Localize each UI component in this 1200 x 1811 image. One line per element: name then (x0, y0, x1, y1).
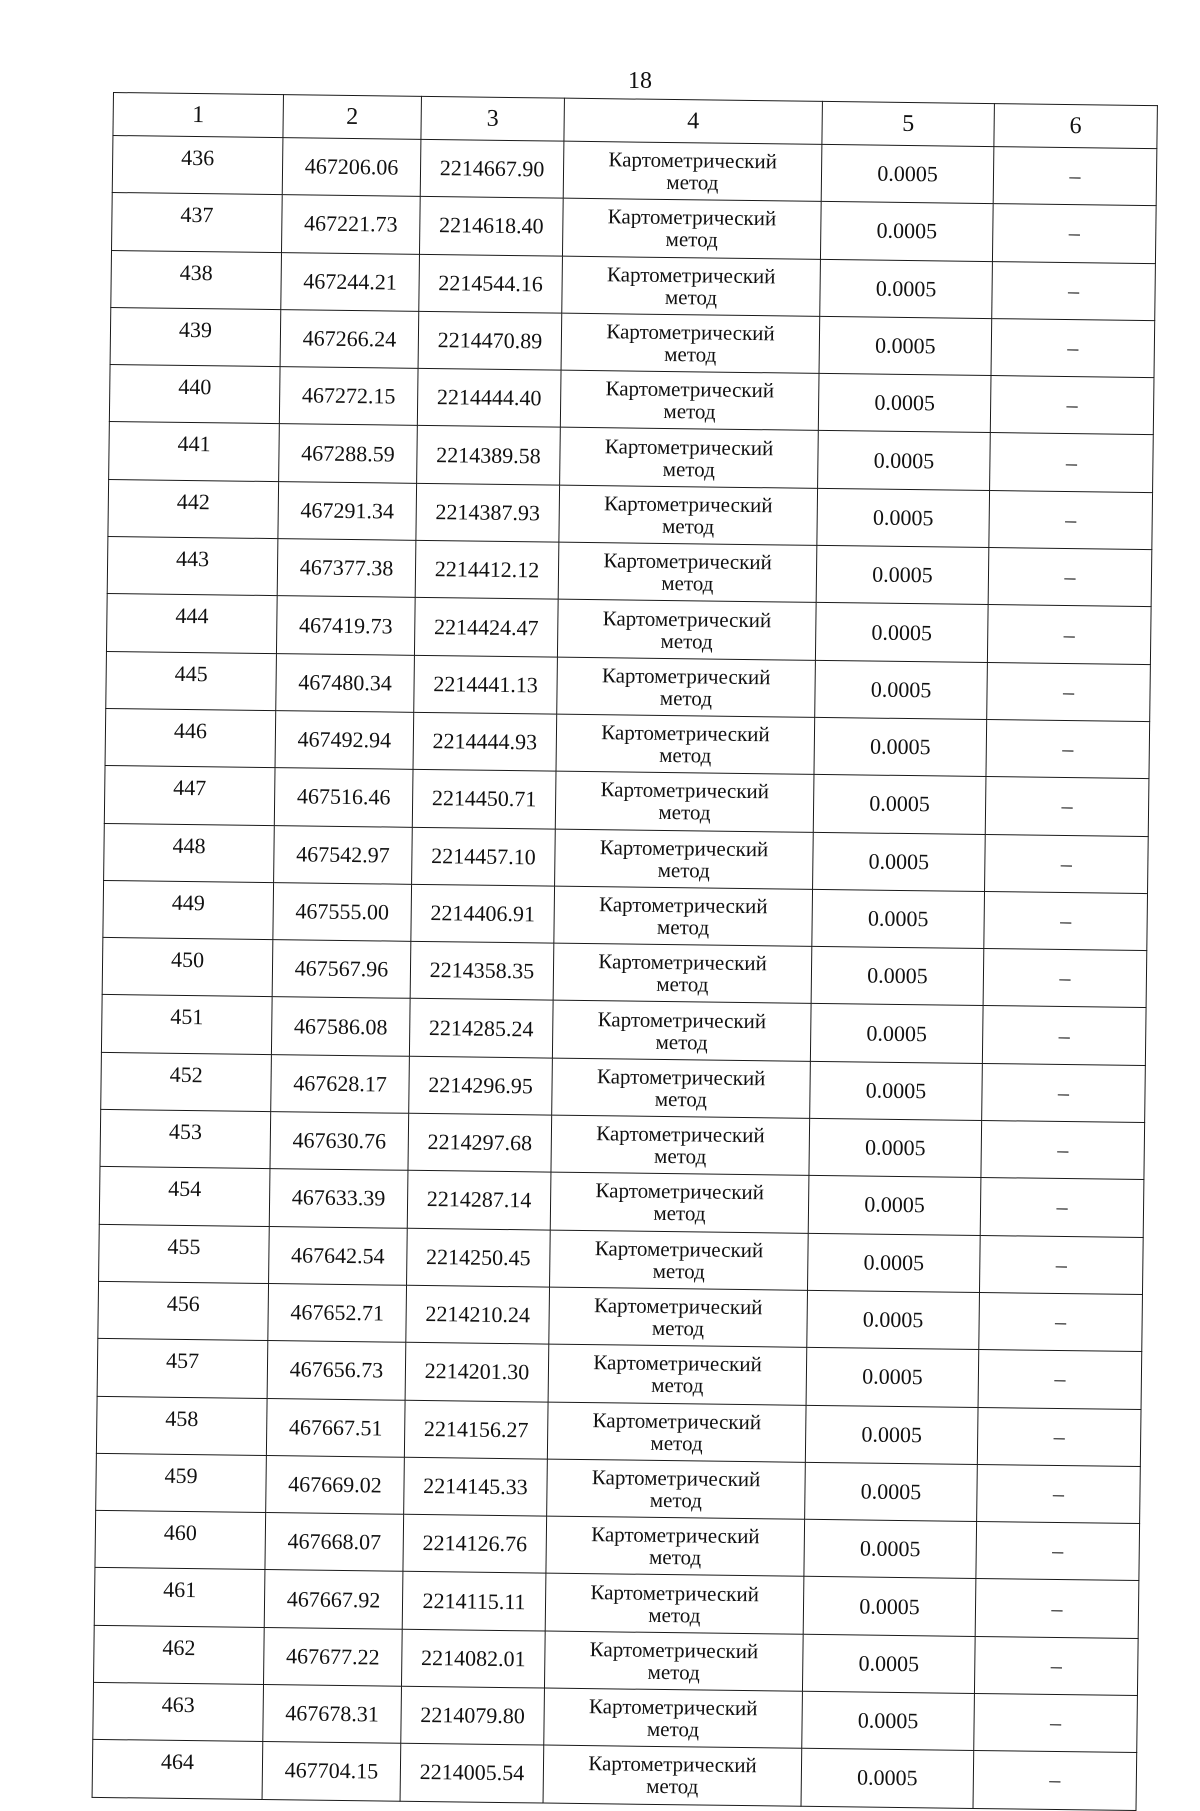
method-cell (544, 1688, 803, 1749)
point-number-cell: 446 (105, 708, 276, 767)
y-coordinate-cell: 2214296.95 (409, 1056, 553, 1115)
y-coordinate-cell: 2214389.58 (417, 426, 561, 485)
accuracy-cell: 0.0005 (820, 259, 993, 318)
note-cell: – (987, 605, 1151, 664)
note-cell: – (990, 376, 1154, 435)
method-line-1: Картометрический (589, 1636, 759, 1664)
point-number-cell: 454 (99, 1167, 270, 1226)
method-line-1: Картометрический (599, 834, 769, 861)
header-col-4: 4 (564, 98, 823, 144)
point-number-cell: 437 (112, 193, 283, 252)
method-line-2: метод (647, 1659, 700, 1685)
x-coordinate-cell: 467628.17 (271, 1054, 410, 1113)
method-cell (557, 600, 816, 661)
method-line-2: метод (655, 1029, 708, 1055)
accuracy-cell: 0.0005 (807, 1290, 980, 1349)
accuracy-cell: 0.0005 (818, 431, 991, 490)
accuracy-cell: 0.0005 (816, 545, 989, 604)
method-line-1: Картометрический (588, 1694, 758, 1721)
note-cell: – (986, 719, 1150, 778)
point-number-cell: 445 (106, 651, 277, 710)
method-line-2: метод (666, 170, 719, 195)
x-coordinate-cell: 467656.73 (267, 1341, 406, 1400)
method-cell (560, 370, 819, 431)
method-cell (549, 1287, 808, 1348)
method-line-2: метод (648, 1602, 701, 1628)
y-coordinate-cell: 2214250.45 (407, 1228, 551, 1287)
method-line-1: Картометрический (607, 204, 777, 231)
x-coordinate-cell: 467221.73 (281, 195, 420, 254)
accuracy-cell: 0.0005 (805, 1462, 978, 1521)
method-cell (547, 1459, 806, 1520)
note-cell: – (974, 1636, 1138, 1695)
accuracy-cell: 0.0005 (815, 660, 988, 719)
accuracy-cell: 0.0005 (809, 1118, 982, 1177)
method-line-2: метод (651, 1373, 704, 1398)
y-coordinate-cell: 2214115.11 (402, 1572, 546, 1631)
method-line-1: Картометрический (596, 1121, 765, 1148)
y-coordinate-cell: 2214297.68 (408, 1113, 552, 1172)
header-col-3: 3 (421, 96, 565, 141)
method-line-2: метод (663, 399, 716, 424)
method-line-1: Картометрический (592, 1407, 762, 1434)
method-cell (553, 943, 812, 1004)
method-line-1: Картометрический (608, 147, 778, 174)
y-coordinate-cell: 2214082.01 (401, 1629, 545, 1688)
point-number-cell: 462 (94, 1625, 265, 1684)
accuracy-cell: 0.0005 (802, 1691, 975, 1750)
method-line-2: метод (657, 857, 710, 883)
note-cell: – (974, 1693, 1138, 1752)
x-coordinate-cell: 467633.39 (269, 1169, 408, 1228)
method-line-1: Картометрический (597, 1006, 767, 1033)
method-line-1: Картометрический (603, 548, 773, 575)
x-coordinate-cell: 467652.71 (268, 1283, 407, 1342)
note-cell: – (990, 433, 1154, 492)
note-cell: – (979, 1292, 1143, 1351)
method-cell (550, 1230, 809, 1291)
method-cell (562, 256, 821, 317)
point-number-cell: 451 (101, 995, 272, 1054)
header-col-5: 5 (822, 101, 995, 146)
x-coordinate-cell: 467669.02 (266, 1455, 405, 1514)
note-cell: – (977, 1464, 1141, 1523)
method-line-1: Картометрический (595, 1178, 765, 1205)
method-line-2: метод (649, 1487, 703, 1513)
method-line-2: метод (665, 227, 718, 253)
y-coordinate-cell: 2214201.30 (405, 1343, 549, 1402)
point-number-cell: 450 (102, 938, 273, 997)
method-cell (547, 1402, 806, 1463)
y-coordinate-cell: 2214457.10 (412, 827, 556, 886)
point-number-cell: 449 (103, 880, 274, 939)
note-cell: – (985, 777, 1149, 836)
method-line-1: Картометрический (605, 376, 775, 403)
accuracy-cell: 0.0005 (818, 374, 991, 433)
y-coordinate-cell: 2214126.76 (403, 1514, 547, 1573)
point-number-cell: 439 (110, 307, 281, 366)
method-line-2: метод (653, 1144, 707, 1169)
point-number-cell: 436 (112, 136, 283, 195)
point-number-cell: 464 (92, 1740, 263, 1799)
method-cell (552, 1058, 811, 1119)
note-cell: – (978, 1350, 1142, 1409)
method-cell (550, 1172, 809, 1233)
accuracy-cell: 0.0005 (810, 1061, 983, 1120)
x-coordinate-cell: 467288.59 (279, 424, 418, 483)
method-line-1: Картометрический (606, 261, 776, 289)
x-coordinate-cell: 467630.76 (270, 1112, 409, 1171)
method-line-1: Картометрический (596, 1064, 766, 1091)
x-coordinate-cell: 467266.24 (280, 310, 419, 369)
method-line-2: метод (648, 1545, 702, 1570)
note-cell: – (976, 1522, 1140, 1581)
method-line-2: метод (658, 800, 711, 825)
table-body (92, 136, 1157, 1811)
x-coordinate-cell: 467480.34 (276, 653, 415, 712)
point-number-cell: 463 (93, 1682, 264, 1741)
accuracy-cell: 0.0005 (805, 1405, 978, 1464)
method-cell (552, 1001, 811, 1062)
y-coordinate-cell: 2214210.24 (406, 1285, 550, 1344)
point-number-cell: 460 (95, 1511, 266, 1570)
x-coordinate-cell: 467668.07 (265, 1513, 404, 1572)
x-coordinate-cell: 467542.97 (274, 825, 413, 884)
y-coordinate-cell: 2214285.24 (409, 999, 553, 1058)
method-cell (545, 1573, 804, 1634)
x-coordinate-cell: 467567.96 (272, 940, 411, 999)
method-cell (555, 829, 814, 890)
note-cell: – (979, 1235, 1143, 1294)
accuracy-cell: 0.0005 (813, 775, 986, 834)
method-line-1: Картометрический (593, 1293, 763, 1320)
x-coordinate-cell: 467206.06 (282, 138, 421, 197)
coordinates-table (92, 92, 1158, 1811)
accuracy-cell: 0.0005 (808, 1176, 981, 1235)
accuracy-cell: 0.0005 (812, 889, 985, 948)
note-cell: – (985, 834, 1149, 893)
method-cell (554, 886, 813, 947)
method-line-2: метод (652, 1258, 705, 1284)
method-line-2: метод (656, 914, 710, 940)
y-coordinate-cell: 2214667.90 (420, 139, 564, 198)
y-coordinate-cell: 2214005.54 (400, 1744, 544, 1803)
method-cell (544, 1631, 803, 1692)
accuracy-cell: 0.0005 (804, 1519, 977, 1578)
method-line-2: метод (664, 341, 717, 367)
note-cell: – (988, 548, 1152, 607)
method-line-1: Картометрический (593, 1350, 762, 1377)
header-col-1: 1 (113, 93, 284, 138)
method-cell (548, 1344, 807, 1405)
method-line-1: Картометрический (603, 491, 773, 518)
point-number-cell: 448 (104, 823, 275, 882)
y-coordinate-cell: 2214387.93 (416, 483, 560, 542)
point-number-cell: 442 (108, 479, 279, 538)
method-line-2: метод (646, 1774, 699, 1799)
point-number-cell: 456 (98, 1281, 269, 1340)
method-line-1: Картометрический (598, 949, 767, 976)
method-line-2: метод (664, 284, 718, 310)
y-coordinate-cell: 2214424.47 (414, 598, 558, 657)
note-cell: – (991, 318, 1155, 377)
note-cell: – (982, 1006, 1146, 1065)
note-cell: – (977, 1407, 1141, 1466)
x-coordinate-cell: 467642.54 (269, 1226, 408, 1285)
note-cell: – (980, 1178, 1144, 1237)
note-cell: – (993, 147, 1157, 206)
y-coordinate-cell: 2214444.93 (413, 712, 557, 771)
page-number: 18 (628, 68, 652, 94)
y-coordinate-cell: 2214441.13 (414, 655, 558, 714)
accuracy-cell: 0.0005 (802, 1634, 975, 1693)
point-number-cell: 455 (99, 1224, 270, 1283)
x-coordinate-cell: 467677.22 (264, 1627, 403, 1686)
note-cell: – (989, 490, 1153, 549)
method-line-2: метод (646, 1716, 700, 1742)
method-cell (555, 771, 814, 832)
method-line-1: Картометрический (602, 605, 772, 632)
method-line-1: Картометрический (598, 892, 768, 919)
x-coordinate-cell: 467667.92 (264, 1570, 403, 1629)
x-coordinate-cell: 467291.34 (278, 481, 417, 540)
x-coordinate-cell: 467586.08 (271, 997, 410, 1056)
note-cell: – (973, 1751, 1137, 1810)
accuracy-cell: 0.0005 (811, 947, 984, 1006)
method-line-1: Картометрический (606, 319, 775, 346)
method-cell (551, 1115, 810, 1176)
method-line-2: метод (659, 685, 713, 711)
accuracy-cell: 0.0005 (815, 603, 988, 662)
method-cell (562, 198, 821, 259)
accuracy-cell: 0.0005 (807, 1233, 980, 1292)
accuracy-cell: 0.0005 (821, 144, 994, 203)
method-line-2: метод (654, 1086, 708, 1112)
x-coordinate-cell: 467419.73 (276, 596, 415, 655)
y-coordinate-cell: 2214358.35 (410, 941, 554, 1000)
method-line-1: Картометрический (594, 1235, 764, 1263)
method-line-2: метод (650, 1430, 703, 1456)
x-coordinate-cell: 467377.38 (277, 539, 416, 598)
method-line-2: метод (661, 571, 714, 596)
point-number-cell: 457 (97, 1339, 268, 1398)
method-line-2: метод (656, 972, 709, 997)
method-line-2: метод (661, 513, 715, 539)
y-coordinate-cell: 2214544.16 (419, 254, 563, 313)
x-coordinate-cell: 467704.15 (262, 1742, 401, 1801)
y-coordinate-cell: 2214412.12 (415, 540, 559, 599)
x-coordinate-cell: 467272.15 (279, 367, 418, 426)
method-line-1: Картометрический (591, 1522, 760, 1549)
point-number-cell: 461 (94, 1568, 265, 1627)
point-number-cell: 447 (104, 766, 275, 825)
point-number-cell: 453 (100, 1109, 271, 1168)
method-line-2: метод (653, 1201, 706, 1227)
method-cell (557, 657, 816, 718)
accuracy-cell: 0.0005 (810, 1004, 983, 1063)
y-coordinate-cell: 2214287.14 (407, 1171, 551, 1230)
method-cell (543, 1745, 802, 1806)
table-row (92, 1740, 1137, 1810)
point-number-cell: 444 (106, 594, 277, 653)
point-number-cell: 452 (101, 1052, 272, 1111)
x-coordinate-cell: 467516.46 (274, 768, 413, 827)
note-cell: – (992, 261, 1156, 320)
accuracy-cell: 0.0005 (819, 316, 992, 375)
point-number-cell: 443 (107, 537, 278, 596)
method-line-1: Картометрический (601, 720, 770, 747)
method-cell (546, 1516, 805, 1577)
accuracy-cell: 0.0005 (813, 832, 986, 891)
accuracy-cell: 0.0005 (806, 1348, 979, 1407)
point-number-cell: 459 (96, 1453, 267, 1512)
x-coordinate-cell: 467244.21 (281, 252, 420, 311)
y-coordinate-cell: 2214470.89 (418, 311, 562, 370)
method-cell (556, 714, 815, 775)
point-number-cell: 438 (111, 250, 282, 309)
method-cell (561, 313, 820, 374)
point-number-cell: 458 (96, 1396, 267, 1455)
method-line-1: Картометрический (600, 777, 770, 804)
point-number-cell: 441 (109, 422, 280, 481)
header-col-6: 6 (994, 104, 1158, 149)
accuracy-cell: 0.0005 (803, 1577, 976, 1636)
y-coordinate-cell: 2214406.91 (411, 884, 555, 943)
note-cell: – (982, 1063, 1146, 1122)
method-cell (558, 542, 817, 603)
method-line-2: метод (662, 456, 716, 482)
note-cell: – (981, 1121, 1145, 1180)
method-line-1: Картометрический (590, 1579, 760, 1606)
accuracy-cell: 0.0005 (814, 717, 987, 776)
method-line-2: метод (659, 743, 712, 768)
method-line-2: метод (651, 1315, 705, 1341)
note-cell: – (987, 662, 1151, 721)
y-coordinate-cell: 2214618.40 (419, 197, 563, 256)
method-cell (563, 141, 822, 202)
y-coordinate-cell: 2214156.27 (404, 1400, 548, 1459)
y-coordinate-cell: 2214145.33 (404, 1457, 548, 1516)
method-line-2: метод (660, 628, 713, 654)
accuracy-cell: 0.0005 (817, 488, 990, 547)
method-cell (560, 428, 819, 489)
x-coordinate-cell: 467492.94 (275, 711, 414, 770)
accuracy-cell: 0.0005 (820, 202, 993, 261)
method-line-1: Картометрический (601, 663, 771, 690)
y-coordinate-cell: 2214450.71 (412, 770, 556, 829)
method-line-1: Картометрический (591, 1465, 761, 1492)
x-coordinate-cell: 467667.51 (266, 1398, 405, 1457)
x-coordinate-cell: 467555.00 (273, 882, 412, 941)
method-line-1: Картометрический (604, 433, 774, 460)
method-cell (559, 485, 818, 546)
note-cell: – (992, 204, 1156, 263)
method-line-1: Картометрический (588, 1751, 757, 1778)
y-coordinate-cell: 2214444.40 (417, 369, 561, 428)
header-col-2: 2 (283, 95, 422, 140)
x-coordinate-cell: 467678.31 (263, 1685, 402, 1744)
note-cell: – (983, 949, 1147, 1008)
note-cell: – (984, 891, 1148, 950)
point-number-cell: 440 (109, 365, 280, 424)
note-cell: – (975, 1579, 1139, 1638)
accuracy-cell: 0.0005 (801, 1749, 974, 1808)
y-coordinate-cell: 2214079.80 (401, 1686, 545, 1745)
